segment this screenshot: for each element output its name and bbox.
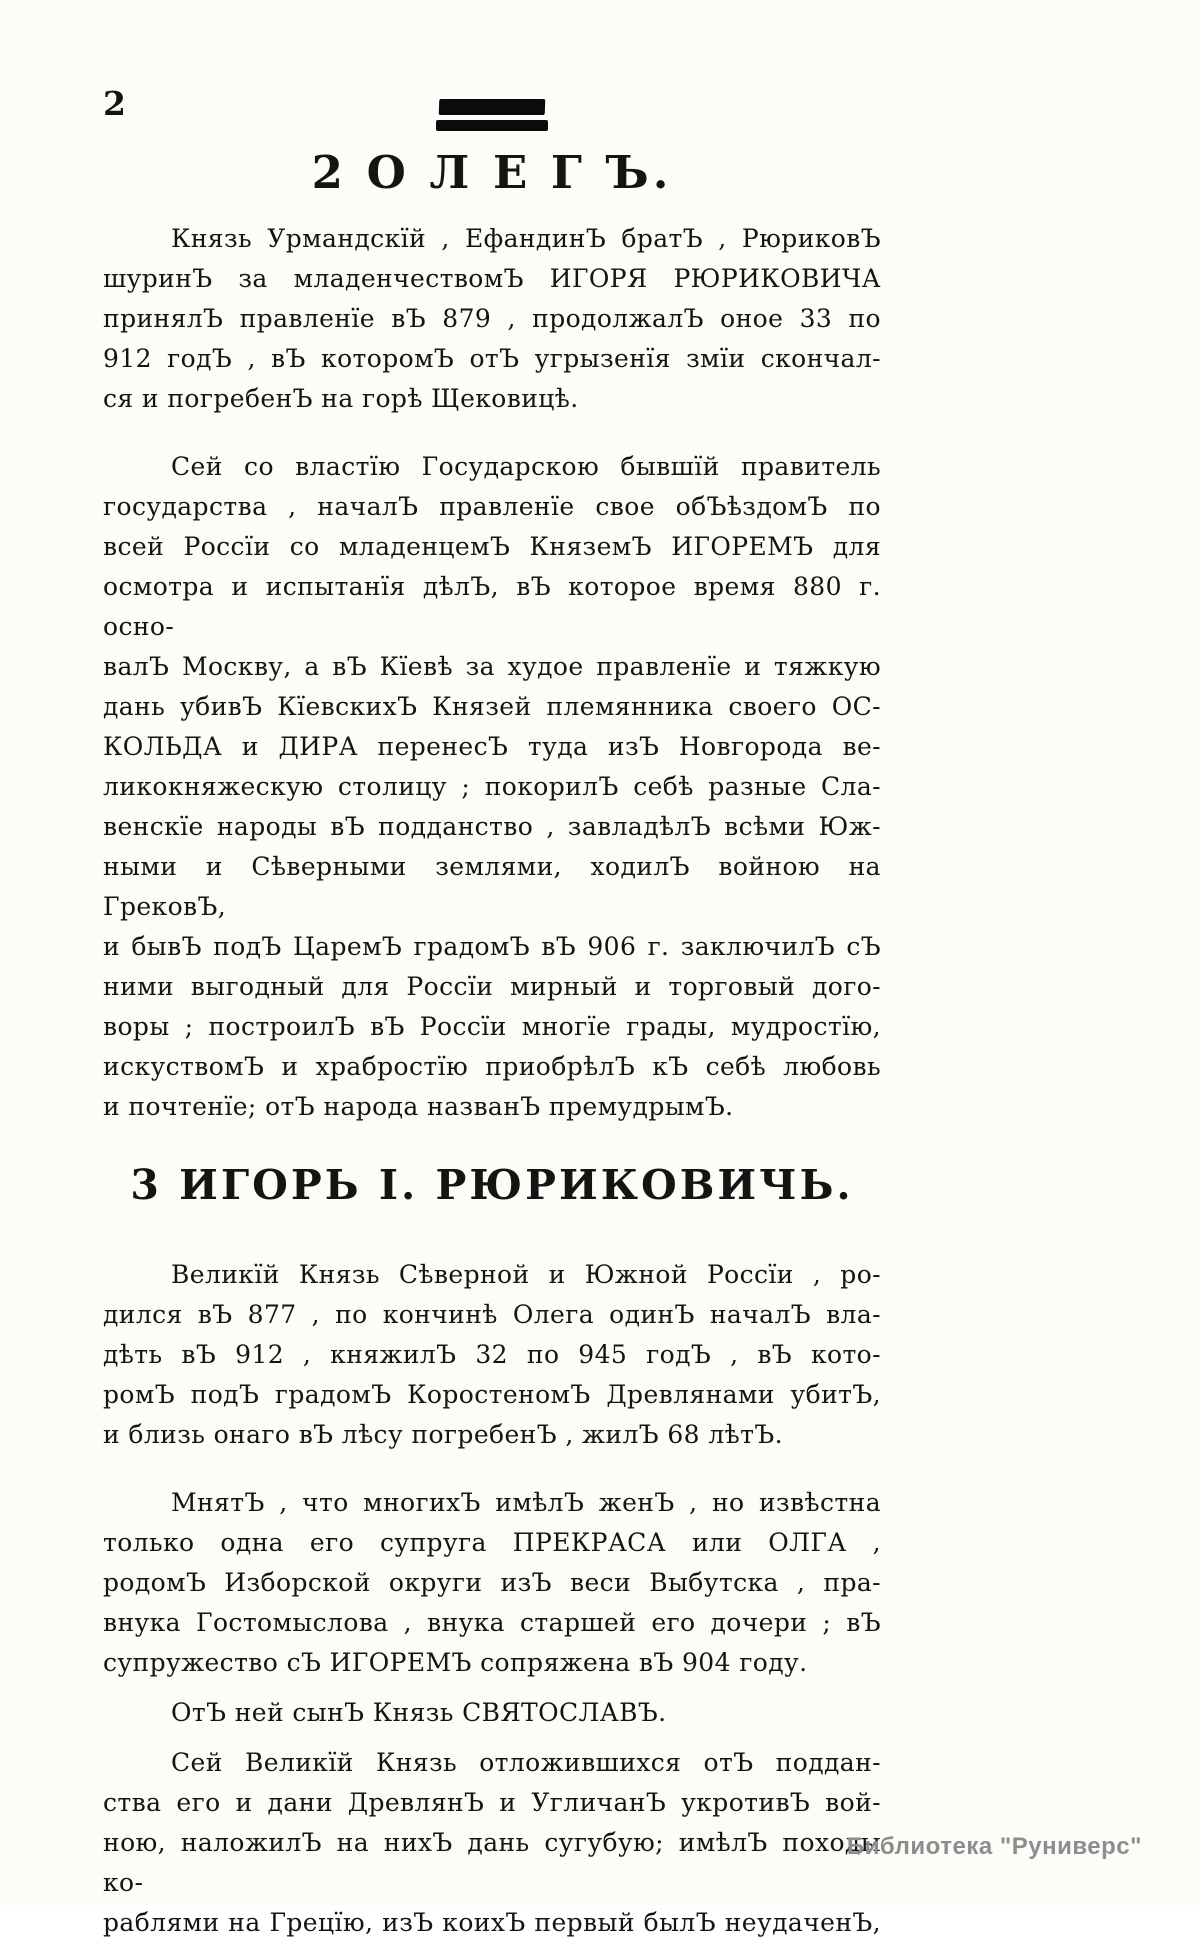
paragraph — [103, 1743, 881, 1943]
paragraph — [103, 219, 881, 419]
text-line: супружество сЪ ИГОРЕМЪ сопряжена вЪ 904 году. — [103, 1648, 808, 1677]
text-line: внука Гостомыслова , внука старшей его дочери ; вЪ — [103, 1608, 881, 1637]
watermark-runivers: Библиотека "Руниверс" — [846, 1833, 1142, 1860]
text-line: и почтенїе; отЪ народа названЪ премудрымЪ. — [103, 1092, 734, 1121]
text-line: только одна его супруга ПРЕКРАСА или ОЛГА , — [103, 1528, 881, 1557]
text-line: воры ; построилЪ вЪ Россїи многїе грады, мудростїю, — [103, 1012, 881, 1041]
text-line: и близь онаго вЪ лѣсу погребенЪ , жилЪ 68 лѣтЪ. — [103, 1420, 783, 1449]
text-column — [103, 146, 881, 1943]
text-line: Князь Урмандскїй , ЕфандинЪ братЪ , РюриковЪ — [171, 224, 881, 253]
text-line: ромЪ подЪ градомЪ КоростеномЪ Древлянами убитЪ, — [103, 1380, 881, 1409]
text-line: дѣть вЪ 912 , княжилЪ 32 по 945 годЪ , вЪ кото- — [103, 1340, 881, 1369]
text-line: ОтЪ ней сынЪ Князь СВЯТОСЛАВЪ. — [171, 1698, 667, 1727]
text-line: ною, наложилЪ на нихЪ дань сугубую; имѣлЪ походы ко- — [103, 1828, 881, 1897]
text-line: искуствомЪ и храбростїю приобрѣлЪ кЪ себѣ любовь — [103, 1052, 881, 1081]
text-line: и бывЪ подЪ ЦаремЪ градомЪ вЪ 906 г. заключилЪ сЪ — [103, 932, 881, 961]
text-line: венскїе народы вЪ подданство , завладѣлЪ всѣми Юж- — [103, 812, 881, 841]
text-line: родомЪ Изборской округи изЪ веси Выбутска , пра- — [103, 1568, 881, 1597]
ornament-bar-bottom — [436, 120, 548, 131]
text-line: 912 годЪ , вЪ которомЪ отЪ угрызенїя змїи скончал- — [103, 344, 881, 373]
text-line: шуринЪ за младенчествомЪ ИГОРЯ РЮРИКОВИЧА — [103, 264, 881, 293]
text-line: дань убивЪ КїевскихЪ Князей племянника своего ОС- — [103, 692, 881, 721]
page-number: 2 — [103, 84, 127, 123]
text-line: принялЪ правленїе вЪ 879 , продолжалЪ оное 33 по — [103, 304, 881, 333]
text-line: государства , началЪ правленїе свое обЪѣздомЪ по — [103, 492, 881, 521]
ornament-bar-top — [439, 99, 546, 115]
text-line: всей Россїи со младенцемЪ КняземЪ ИГОРЕМЪ для — [103, 532, 881, 561]
paragraph — [103, 1483, 881, 1683]
text-line: ся и погребенЪ на горѣ Щековицѣ. — [103, 384, 579, 413]
text-line: МнятЪ , что многихЪ имѣлЪ женЪ , но извѣстна — [171, 1488, 881, 1517]
text-line: Сей со властїю Государскою бывшїй правитель — [171, 452, 881, 481]
paragraph — [103, 1255, 881, 1455]
double-rule-ornament-icon — [436, 99, 548, 131]
text-line: валЪ Москву, а вЪ Кїевѣ за худое правленїе и тяжкую — [103, 652, 881, 681]
text-line: ства его и дани ДревлянЪ и УгличанЪ укротивЪ вой- — [103, 1788, 881, 1817]
text-line: Сей Великїй Князь отложившихся отЪ поддан- — [171, 1748, 881, 1777]
text-line: осмотра и испытанїя дѣлЪ, вЪ которое время 880 г. осно- — [103, 572, 881, 641]
text-line: КОЛЬДА и ДИРА перенесЪ туда изЪ Новгорода ве- — [103, 732, 881, 761]
text-line: ними выгодный для Россїи мирный и торговый дого- — [103, 972, 881, 1001]
paragraph — [103, 1693, 881, 1733]
heading-igor: 3 ИГОРЬ I. РЮРИКОВИЧЬ. — [130, 1161, 854, 1209]
text-line: ликокняжескую столицу ; покорилЪ себѣ разные Сла- — [103, 772, 881, 801]
heading-oleg: 2 О Л Е Г Ъ. — [311, 146, 673, 199]
paragraph — [103, 447, 881, 1127]
text-line: раблями на Грецїю, изЪ коихЪ первый былЪ неудаченЪ, — [103, 1908, 881, 1937]
text-line: дился вЪ 877 , по кончинѣ Олега одинЪ началЪ вла- — [103, 1300, 881, 1329]
text-line: Великїй Князь Сѣверной и Южной Россїи , ро- — [171, 1260, 881, 1289]
text-line: ными и Сѣверными землями, ходилЪ войною на ГрековЪ, — [103, 852, 881, 921]
